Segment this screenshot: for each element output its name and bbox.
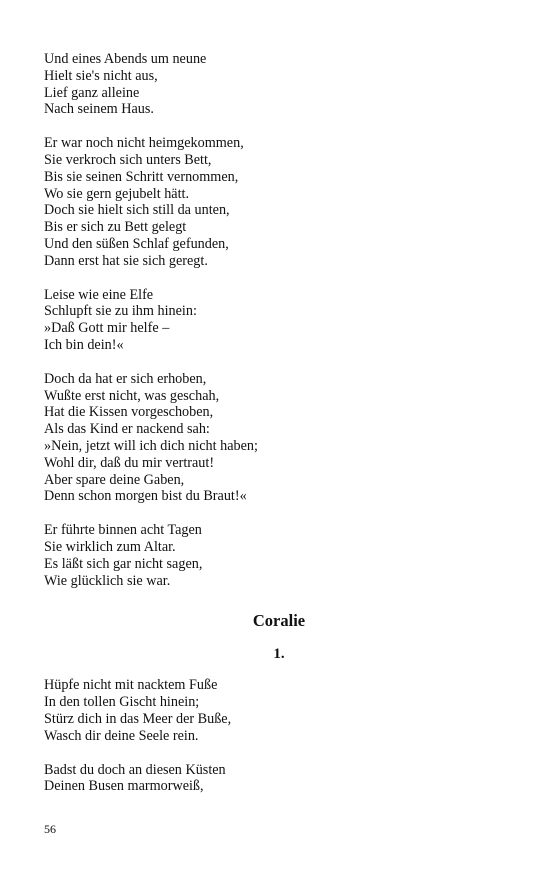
verse-line: Ich bin dein!«: [44, 336, 124, 353]
verse-line: Badst du doch an diesen Küsten: [44, 761, 226, 778]
verse-line: Wohl dir, daß du mir vertraut!: [44, 454, 215, 471]
page-number: 56: [44, 822, 56, 836]
verse-line: Und den süßen Schlaf gefunden,: [44, 235, 229, 252]
verse-line: Doch da hat er sich erhoben,: [44, 370, 207, 387]
verse-line: Bis er sich zu Bett gelegt: [44, 219, 187, 236]
verse-line: Hat die Kissen vorgeschoben,: [44, 404, 214, 421]
stanza: [44, 135, 514, 269]
verse-line: Leise wie eine Elfe: [44, 286, 154, 303]
verse-line: Bis sie seinen Schritt vernommen,: [44, 168, 239, 185]
stanza: [44, 762, 514, 796]
stanza: [44, 677, 514, 744]
verse-line: Wasch dir deine Seele rein.: [44, 727, 199, 744]
verse-line: Sie verkroch sich unters Bett,: [44, 151, 212, 168]
verse-line: Wie glücklich sie war.: [44, 572, 171, 589]
verse-line: Lief ganz alleine: [44, 84, 140, 101]
section-number: 1.: [273, 646, 285, 663]
verse-line: Denn schon morgen bist du Braut!«: [44, 488, 247, 505]
verse-line: Es läßt sich gar nicht sagen,: [44, 555, 203, 572]
verse-line: Wo sie gern gejubelt hätt.: [44, 185, 190, 202]
verse-line: Dann erst hat sie sich geregt.: [44, 252, 208, 269]
stanza: [44, 522, 514, 589]
verse-line: »Nein, jetzt will ich dich nicht haben;: [44, 437, 258, 454]
verse-line: Nach seinem Haus.: [44, 101, 154, 118]
page-text: [44, 51, 514, 812]
verse-line: Als das Kind er nackend sah:: [44, 421, 210, 438]
verse-line: Aber spare deine Gaben,: [44, 471, 185, 488]
verse-line: In den tollen Gischt hinein;: [44, 694, 200, 711]
verse-line: Doch sie hielt sich still da unten,: [44, 202, 230, 219]
verse-line: »Daß Gott mir helfe –: [44, 320, 170, 337]
verse-line: Wußte erst nicht, was geschah,: [44, 387, 220, 404]
verse-line: Hielt sie's nicht aus,: [44, 67, 158, 84]
verse-line: Deinen Busen marmorweiß,: [44, 778, 204, 795]
verse-line: Er führte binnen acht Tagen: [44, 522, 202, 539]
verse-line: Hüpfe nicht mit nacktem Fuße: [44, 677, 218, 694]
verse-line: Er war noch nicht heimgekommen,: [44, 135, 244, 152]
stanza: [44, 51, 514, 118]
verse-line: Schlupft sie zu ihm hinein:: [44, 303, 197, 320]
verse-line: Stürz dich in das Meer der Buße,: [44, 710, 232, 727]
stanza: [44, 287, 514, 354]
verse-line: Sie wirklich zum Altar.: [44, 538, 176, 555]
stanza: [44, 371, 514, 505]
poem-title: Coralie: [252, 611, 306, 631]
verse-line: Und eines Abends um neune: [44, 51, 207, 67]
